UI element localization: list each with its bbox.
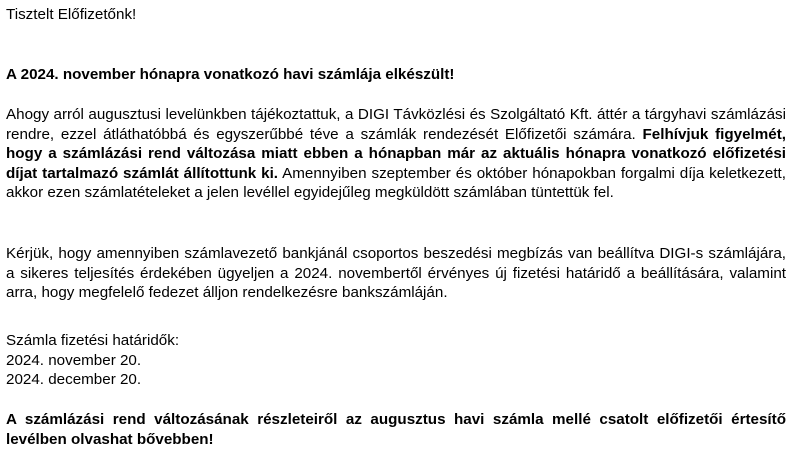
billing-change-paragraph	[6, 105, 786, 203]
deadlines-label: Számla fizetési határidők:	[6, 332, 180, 349]
headline: A 2024. november hónapra vonatkozó havi számlája elkészült!	[6, 66, 455, 83]
deadline-date: 2024. december 20.	[6, 371, 142, 389]
payment-deadlines	[6, 331, 786, 390]
closing-note: A számlázási rend változásának részleteiről az augusztus havi számla mellé csatolt előfizetői értesítő levélben olvashat bővebben!	[6, 411, 786, 448]
direct-debit-paragraph: Kérjük, hogy amennyiben számlavezető bankjánál csoportos beszedési megbízás van beállítva DIGI-s számlájára, a sikeres teljesítés érdekében ügyeljen a 2024. novembertől érvényes új fizetési határidő a beállítására, valamint arra, hogy megfelelő fedezet álljon rendelkezésre bankszámláján.	[6, 245, 786, 302]
billing-change-emphasis: Felhívjuk figyelmét, hogy a számlázási rend változása miatt ebben a hónapban már az aktuális hónapra vonatkozó előfizetési díjat tartalmazó számlát állítottunk ki.	[6, 125, 786, 182]
billing-change-rest: Amennyiben szeptember és október hónapokban forgalmi díja keletkezett, akkor ezen számlatételeket a jelen levéllel egyidejűleg megküldött számlában tüntettük fel.	[6, 164, 786, 202]
deadline-date: 2024. november 20.	[6, 351, 142, 369]
greeting: Tisztelt Előfizetőnk!	[6, 6, 137, 23]
billing-change-intro: Ahogy arról augusztusi levelünkben tájékoztattuk, a DIGI Távközlési és Szolgáltató Kft. áttér a tárgyhavi számlázási rendre, ezzel átláthatóbbá és egyszerűbbé téve a számlák rendezését Előfizetői számára.	[6, 106, 786, 143]
